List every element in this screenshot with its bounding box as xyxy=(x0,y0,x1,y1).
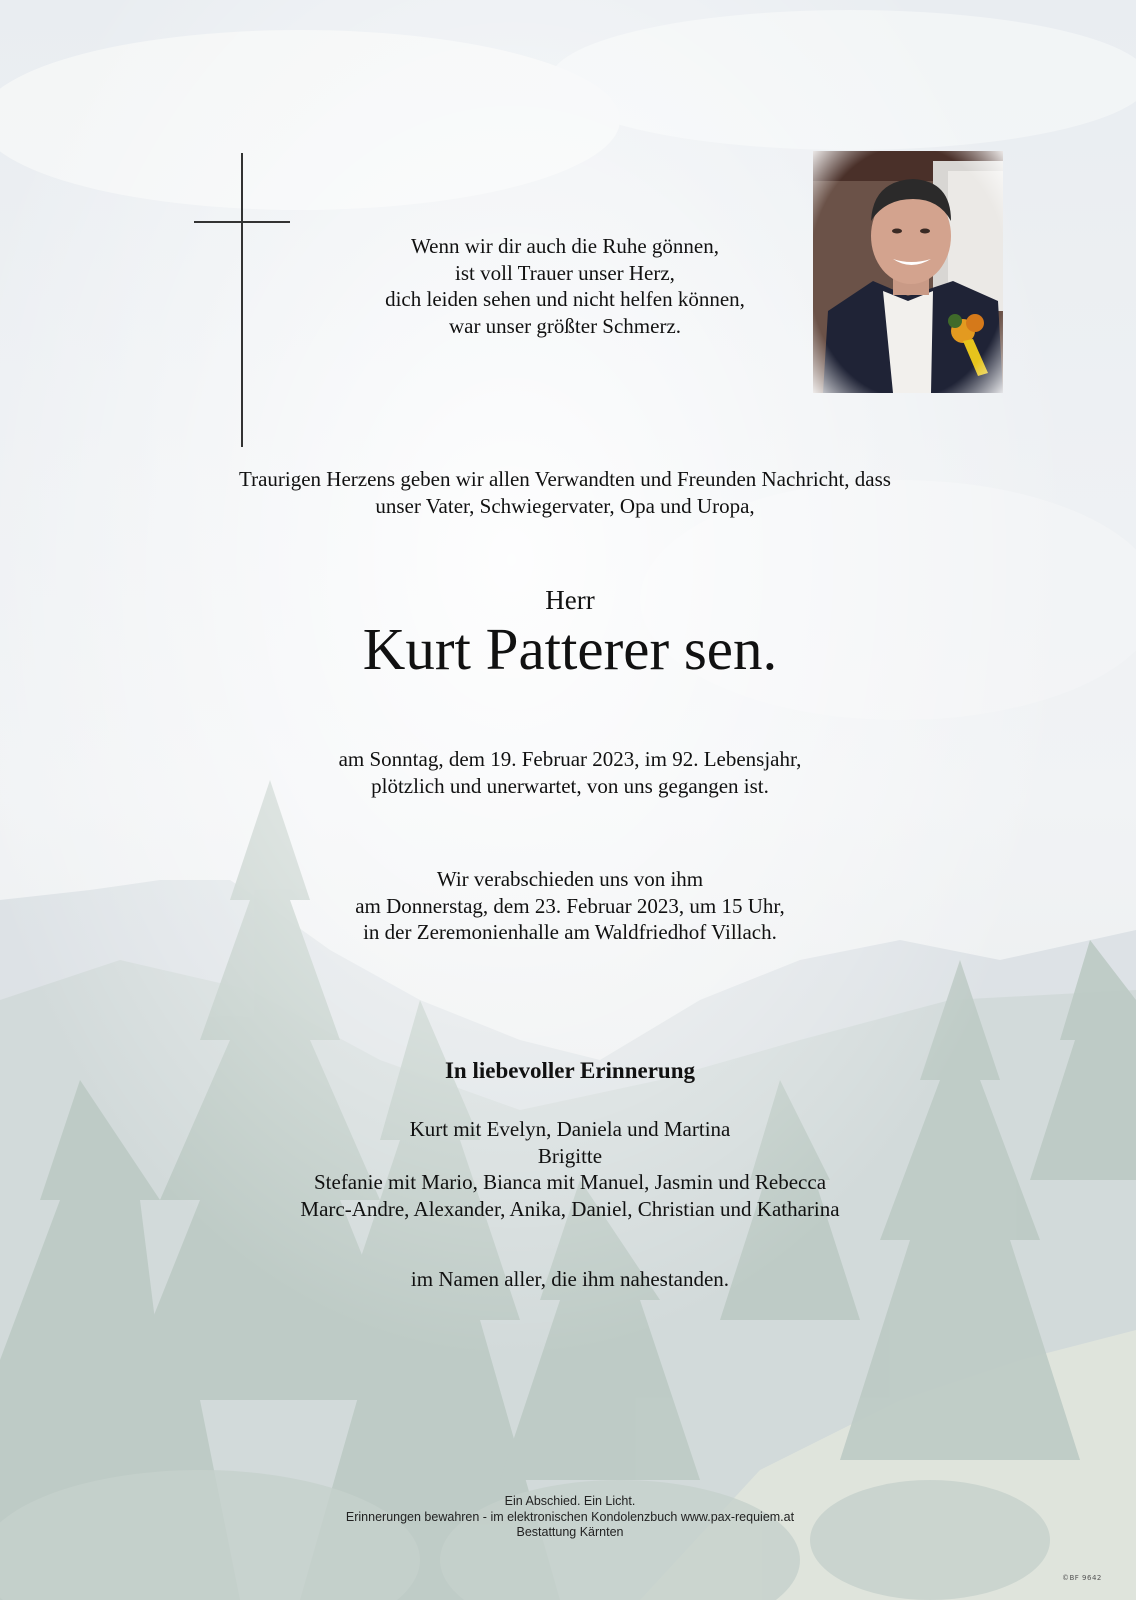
deceased-name: Kurt Patterer sen. xyxy=(362,616,778,682)
poem-line: ist voll Trauer unser Herz, xyxy=(455,260,675,285)
poem xyxy=(320,233,810,339)
death-notice xyxy=(220,746,920,799)
footer-tagline: Ein Abschied. Ein Licht. xyxy=(504,1494,636,1508)
funeral-line: Wir verabschieden uns von ihm xyxy=(436,867,704,891)
death-notice-line: plötzlich und unerwartet, von uns gegangen ist. xyxy=(371,773,769,798)
funeral-line: am Donnerstag, dem 23. Februar 2023, um 15 Uhr, xyxy=(355,893,785,918)
footer-condolence-link[interactable]: Erinnerungen bewahren - im elektronischen Kondolenzbuch www.pax-requiem.at xyxy=(345,1509,795,1524)
poem-line: Wenn wir dir auch die Ruhe gönnen, xyxy=(411,234,719,258)
image-credit-mark: ©BF 9642 xyxy=(1062,1574,1102,1582)
poem-line: war unser größter Schmerz. xyxy=(448,313,682,338)
cross-horizontal-bar xyxy=(194,221,290,223)
deceased-salutation: Herr xyxy=(545,585,595,615)
mourner-line: Kurt mit Evelyn, Daniela und Martina xyxy=(409,1117,731,1141)
closing-line: im Namen aller, die ihm nahestanden. xyxy=(410,1267,730,1291)
intro-line: Traurigen Herzens geben wir allen Verwandten und Freunden Nachricht, dass xyxy=(239,467,891,491)
death-notice-line: am Sonntag, dem 19. Februar 2023, im 92. Lebensjahr, xyxy=(338,747,802,771)
announcement-intro xyxy=(150,466,980,519)
memory-heading: In liebevoller Erinnerung xyxy=(444,1058,696,1083)
footer-undertaker: Bestattung Kärnten xyxy=(516,1525,624,1539)
mourners-list xyxy=(170,1116,970,1222)
mourner-line: Marc-Andre, Alexander, Anika, Daniel, Christian und Katharina xyxy=(300,1196,840,1221)
footer xyxy=(270,1494,870,1541)
intro-line: unser Vater, Schwiegervater, Opa und Uropa, xyxy=(375,493,755,518)
poem-line: dich leiden sehen und nicht helfen können, xyxy=(385,287,745,311)
portrait-photo xyxy=(813,151,1003,393)
mourner-line: Stefanie mit Mario, Bianca mit Manuel, Jasmin und Rebecca xyxy=(313,1170,827,1194)
funeral-details xyxy=(220,866,920,946)
cross-vertical-bar xyxy=(241,153,243,447)
funeral-line: in der Zeremonienhalle am Waldfriedhof Villach. xyxy=(363,920,777,944)
mourner-line: Brigitte xyxy=(537,1143,603,1168)
